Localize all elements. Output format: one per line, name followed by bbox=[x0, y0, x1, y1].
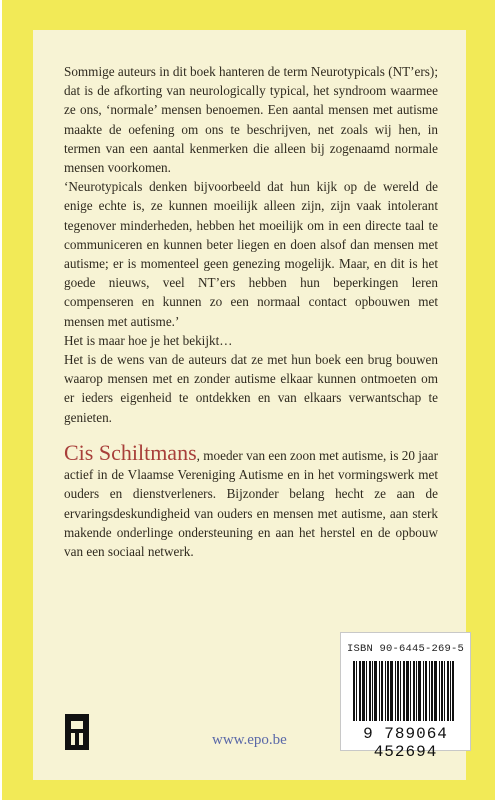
publisher-logo bbox=[65, 714, 89, 750]
paragraph-2: ‘Neurotypicals denken bijvoorbeeld dat hun kijk op de wereld de enige echte is, ze kunnen moeilijk alleen zijn, zijn vaak intolerant tegenover minderheden, hebben het moeilijk om in een directe taal te communiceren en kunnen beter liegen en doen alsof dan mensen met autisme; er is momenteel geen genezing mogelijk. Maar, en dit is het goede nieuws, veel NT’ers hebben hun beperkingen leren compenseren en kunnen zo een normaal contact opbouwen met mensen met autisme.’ bbox=[64, 179, 438, 329]
isbn-barcode-box bbox=[340, 632, 471, 761]
blurb-text bbox=[64, 62, 438, 427]
publisher-url[interactable]: www.epo.be bbox=[212, 732, 287, 748]
author-name: Cis Schiltmans bbox=[64, 440, 197, 465]
author-bio-text: , moeder van een zoon met autisme, is 20 jaar actief in de Vlaamse Vereniging Autisme en in het vormingswerk met ouders en dienstverleners. Bijzonder belang hecht ze aan de ervaringsdeskundigheid van ouders en mensen met autisme, aan sterk makende onderlinge ondersteuning en aan het herstel en de opbouw van een sociaal netwerk. bbox=[64, 448, 439, 560]
author-bio bbox=[64, 440, 439, 561]
barcode bbox=[353, 661, 458, 721]
paragraph-3: Het is maar hoe je het bekijkt… bbox=[64, 332, 233, 348]
paragraph-4: Het is de wens van de auteurs dat ze met hun boek een brug bouwen waarop mensen met en zonder autisme elkaar kunnen ontmoeten om er ieders eigenheid te ontdekken en van elkaars verwantschap te genieten. bbox=[64, 352, 438, 425]
barcode-number: 9 789064 452694 bbox=[363, 725, 448, 761]
isbn-label: ISBN 90-6445-269-5 bbox=[346, 643, 465, 655]
paragraph-1: Sommige auteurs in dit boek hanteren de term Neurotypicals (NT’ers); dat is de afkorting van neurologically typical, het syndroom waarmee ze ons, ‘normale’ mensen benoemen. Een aantal mensen met autisme maakte de oefening om ons te beschrijven, net zoals wij hen, in termen van een aantal kenmerken die alleen bij zogenaamd normale mensen voorkomen. bbox=[64, 64, 438, 176]
